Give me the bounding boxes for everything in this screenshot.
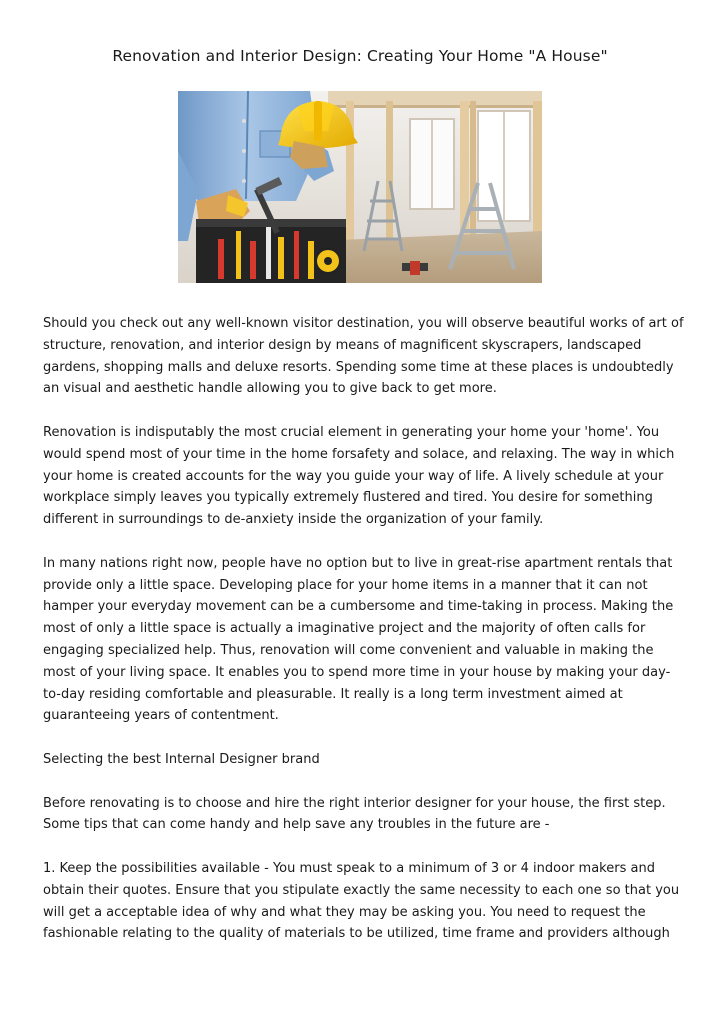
document-title: Renovation and Interior Design: Creating Your Home "A House" xyxy=(112,47,608,65)
paragraph-intro: Should you check out any well-known visitor destination, you will observe beautiful works of art of structure, renovation, and interior design by means of magnificent skyscrapers, landscaped gardens, shopping malls and deluxe resorts. Spending some time at these places is undoubtedly an visual and aesthetic handle allowing you to give back to get more. xyxy=(43,316,684,397)
hero-image xyxy=(178,91,542,283)
construction-worker-illustration xyxy=(178,91,542,283)
section-heading-designer: Selecting the best Internal Designer brand xyxy=(43,751,320,767)
paragraph-tip-1: 1. Keep the possibilities available - You must speak to a minimum of 3 or 4 indoor makers and obtain their quotes. Ensure that you stipulate exactly the same necessity to each one so that you will get a acceptable idea of why and what they may be asking you. You need to request the fashionable relating to the quality of materials to be utilized, time frame and providers although xyxy=(43,860,680,942)
article-body xyxy=(43,313,685,967)
paragraph-renovation: Renovation is indisputably the most crucial element in generating your home your 'home'. You would spend most of your time in the home forsafety and solace, and relaxing. The way in which your home is created accounts for the way you guide your way of life. A lively schedule at your workplace simply leaves you typically extremely flustered and tired. You desire for something different in surroundings to de-anxiety inside the organization of your family. xyxy=(43,424,675,528)
paragraph-space: In many nations right now, people have no option but to live in great-rise apartment rentals that provide only a little space. Developing place for your home items in a manner that it can not hamper your everyday movement can be a cumbersome and time-taking in process. Making the most of only a little space is actually a imaginative project and the majority of often calls for engaging specialized help. Thus, renovation will come convenient and valuable in making the most of your living space. It enables you to spend more time in your house by making your day-to-day residing comfortable and pleasurable. It really is a long term investment aimed at guaranteeing years of contentment. xyxy=(43,555,674,724)
paragraph-first-step: Before renovating is to choose and hire the right interior designer for your house, the first step. Some tips that can come handy and help save any troubles in the future are - xyxy=(43,795,666,833)
